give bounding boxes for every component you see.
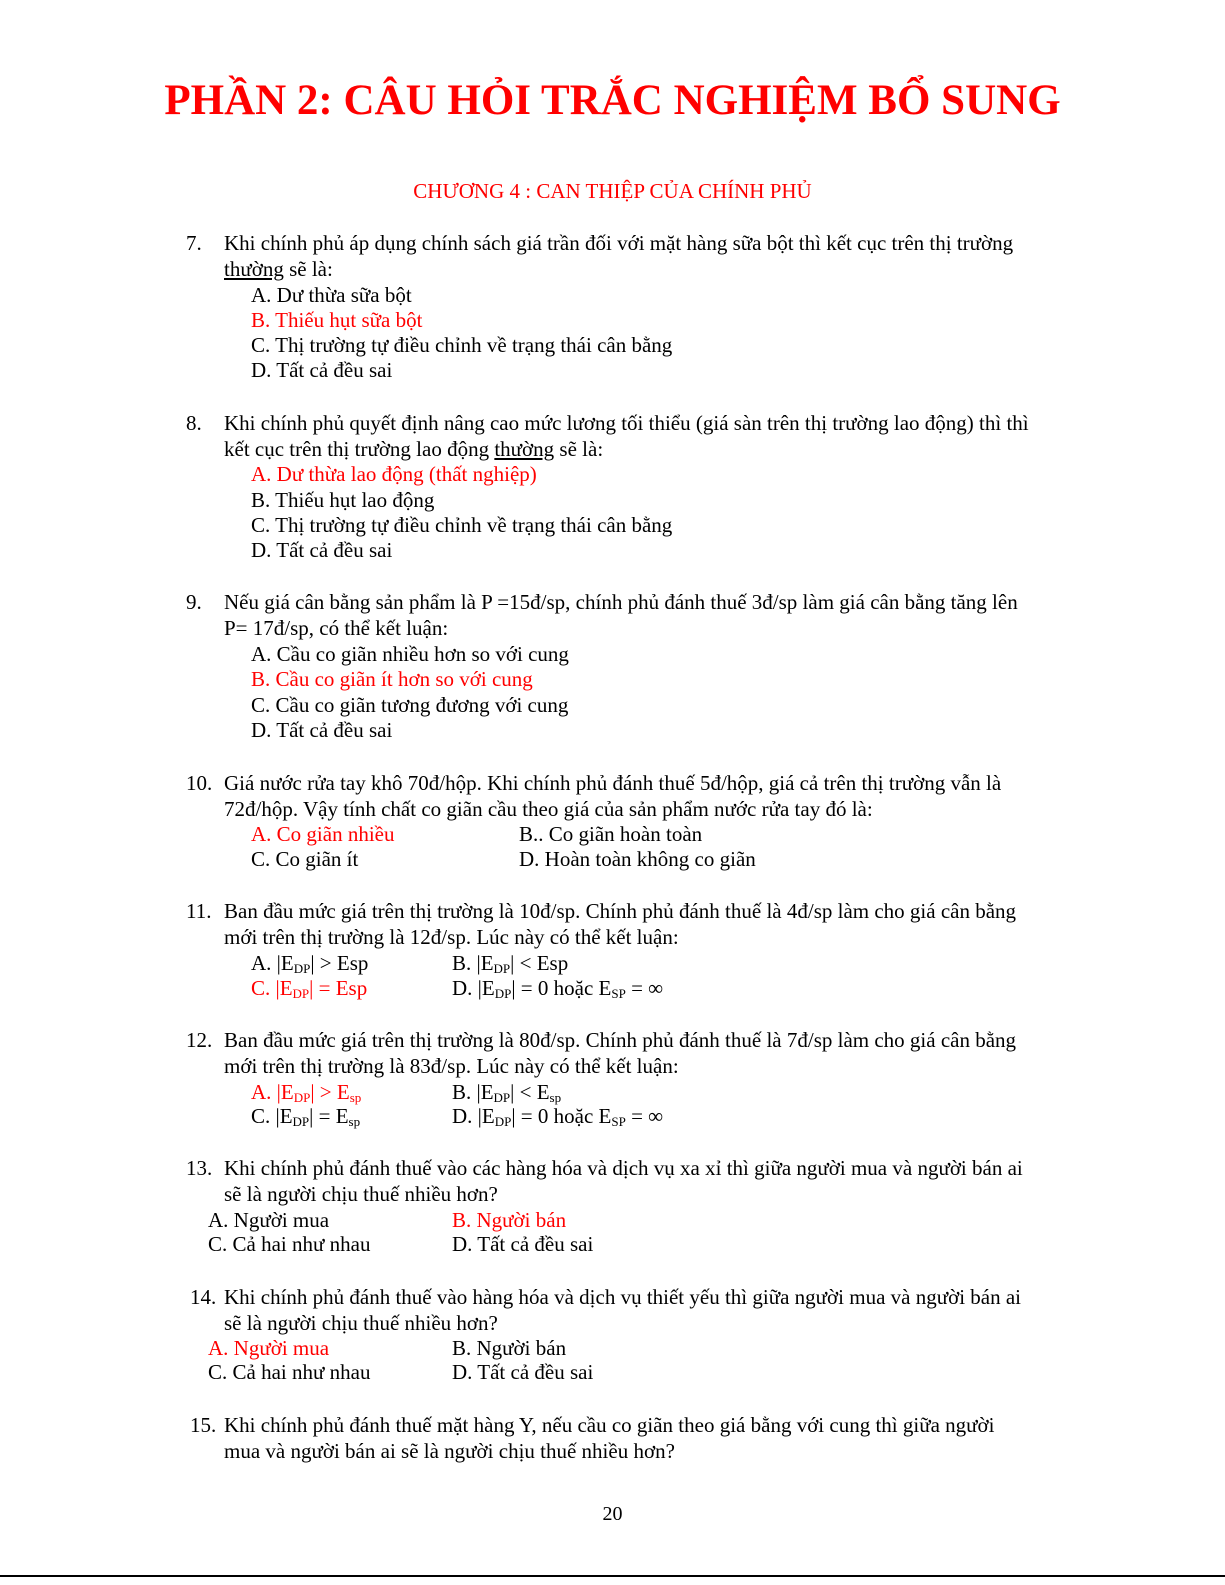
option-c: C. Cầu co giãn tương đương với cung — [251, 693, 569, 717]
question-text: P= 17đ/sp, có thể kết luận: — [224, 615, 449, 640]
question-number: 11. — [186, 899, 212, 923]
option-a: A. Cầu co giãn nhiều hơn so với cung — [251, 642, 569, 666]
subscript: DP — [293, 1090, 311, 1105]
question-number: 8. — [186, 411, 202, 435]
option-b: B. Người bán — [452, 1336, 567, 1360]
question-text: Ban đầu mức giá trên thị trường là 10đ/sp. Chính phủ đánh thuế là 4đ/sp làm cho giá cân bằng — [224, 899, 1017, 923]
subscript: DP — [293, 961, 311, 976]
option-d: D. Tất cả đều sai — [452, 1360, 594, 1384]
question-8 — [186, 411, 1086, 462]
option-text: | = E — [309, 1104, 349, 1128]
subscript: DP — [494, 1114, 512, 1129]
option-text: = ∞ — [625, 976, 664, 1000]
question-text: mới trên thị trường là 83đ/sp. Lúc này có thể kết luận: — [224, 1053, 679, 1078]
question-12 — [186, 1028, 1086, 1079]
option-text: | > Esp — [310, 951, 369, 975]
question-number: 12. — [186, 1028, 213, 1052]
option-text: D. |E — [452, 1104, 495, 1128]
option-b: B.. Co giãn hoàn toàn — [519, 822, 703, 846]
option-text: | = Esp — [309, 976, 368, 1000]
question-text: sẽ là: — [554, 436, 604, 461]
subscript: sp — [348, 1114, 361, 1129]
option-d: D. Tất cả đều sai — [251, 538, 393, 562]
question-number: 10. — [186, 771, 213, 795]
option-a-correct: A. Dư thừa lao động (thất nghiệp) — [251, 462, 537, 486]
option-a: A. Dư thừa sữa bột — [251, 283, 412, 307]
underlined-word: thường — [494, 436, 555, 461]
option-text: A. |E — [251, 1080, 294, 1104]
question-text: mua và người bán ai sẽ là người chịu thuế nhiều hơn? — [224, 1438, 675, 1463]
option-d: D. Hoàn toàn không co giãn — [519, 847, 756, 871]
question-text: 72đ/hộp. Vậy tính chất co giãn cầu theo giá của sản phẩm nước rửa tay đó là: — [224, 796, 873, 821]
question-text: Khi chính phủ đánh thuế vào các hàng hóa và dịch vụ xa xỉ thì giữa người mua và người bán ai — [224, 1156, 1023, 1180]
option-a: A. Người mua — [208, 1208, 330, 1232]
option-c: C. Thị trường tự điều chỉnh về trạng thái cân bằng — [251, 513, 673, 537]
question-text: mới trên thị trường là 12đ/sp. Lúc này có thể kết luận: — [224, 924, 679, 949]
option-b-correct: B. Thiếu hụt sữa bột — [251, 308, 423, 332]
question-text: Nếu giá cân bằng sản phẩm là P =15đ/sp, chính phủ đánh thuế 3đ/sp làm giá cân bằng tăng lên — [224, 590, 1018, 614]
option-b — [452, 1080, 561, 1106]
option-c: C. Co giãn ít — [251, 847, 359, 871]
option-d: D. Tất cả đều sai — [251, 718, 393, 742]
option-a-correct: A. Người mua — [208, 1336, 330, 1360]
option-text: D. |E — [452, 976, 495, 1000]
subscript: sp — [549, 1090, 562, 1105]
question-text: sẽ là: — [283, 256, 333, 281]
question-text: sẽ là người chịu thuế nhiều hơn? — [224, 1181, 498, 1206]
question-text: Giá nước rửa tay khô 70đ/hộp. Khi chính phủ đánh thuế 5đ/hộp, giá cả trên thị trường vẫn là — [224, 771, 1002, 795]
option-text: B. |E — [452, 951, 494, 975]
option-text: | = 0 hoặc E — [511, 976, 612, 1000]
option-text: | < E — [510, 1080, 550, 1104]
option-text: | = 0 hoặc E — [511, 1104, 612, 1128]
option-text: | < Esp — [510, 951, 569, 975]
question-text: Khi chính phủ quyết định nâng cao mức lương tối thiểu (giá sàn trên thị trường lao động) thì thì — [224, 411, 1029, 435]
subscript: DP — [292, 1114, 310, 1129]
question-9 — [186, 590, 1086, 641]
option-a-correct: A. Co giãn nhiều — [251, 822, 395, 846]
question-10 — [186, 771, 1086, 822]
option-c — [251, 1104, 360, 1130]
question-number: 9. — [186, 590, 202, 614]
option-c: C. Cả hai như nhau — [208, 1232, 371, 1256]
question-text: Khi chính phủ áp dụng chính sách giá trần đối với mặt hàng sữa bột thì kết cục trên thị trường — [224, 231, 1014, 255]
option-b-correct: B. Người bán — [452, 1208, 567, 1232]
option-b-correct: B. Cầu co giãn ít hơn so với cung — [251, 667, 533, 691]
subscript: sp — [349, 1090, 362, 1105]
chapter-heading: CHƯƠNG 4 : CAN THIỆP CỦA CHÍNH PHỦ — [413, 179, 812, 203]
option-text: A. |E — [251, 951, 294, 975]
option-a — [251, 951, 368, 977]
question-13 — [186, 1156, 1086, 1207]
question-number: 7. — [186, 231, 202, 255]
option-c: C. Thị trường tự điều chỉnh về trạng thái cân bằng — [251, 333, 673, 357]
question-number: 14. — [190, 1285, 217, 1309]
page-title: PHẦN 2: CÂU HỎI TRẮC NGHIỆM BỔ SUNG — [164, 77, 1061, 124]
question-11 — [186, 899, 1086, 950]
question-7 — [186, 231, 1086, 282]
option-d: D. Tất cả đều sai — [251, 358, 393, 382]
option-c-correct — [251, 976, 367, 1002]
question-text: Khi chính phủ đánh thuế mặt hàng Y, nếu cầu co giãn theo giá bằng với cung thì giữa người — [224, 1413, 995, 1437]
option-d: D. Tất cả đều sai — [452, 1232, 594, 1256]
subscript: SP — [611, 1114, 626, 1129]
question-15 — [190, 1413, 1090, 1464]
question-number: 13. — [186, 1156, 213, 1180]
option-b — [452, 951, 568, 977]
option-text: C. |E — [251, 1104, 293, 1128]
option-b: B. Thiếu hụt lao động — [251, 488, 435, 512]
question-number: 15. — [190, 1413, 217, 1437]
option-text: = ∞ — [625, 1104, 664, 1128]
subscript: DP — [494, 986, 512, 1001]
subscript: SP — [611, 986, 626, 1001]
question-text: kết cục trên thị trường lao động — [224, 436, 495, 461]
page-number: 20 — [602, 1503, 623, 1525]
question-text: Ban đầu mức giá trên thị trường là 80đ/sp. Chính phủ đánh thuế là 7đ/sp làm cho giá cân bằng — [224, 1028, 1017, 1052]
option-text: B. |E — [452, 1080, 494, 1104]
subscript: DP — [493, 1090, 511, 1105]
option-a-correct — [251, 1080, 361, 1106]
option-d — [452, 976, 663, 1002]
option-text: C. |E — [251, 976, 293, 1000]
option-c: C. Cả hai như nhau — [208, 1360, 371, 1384]
question-14 — [190, 1285, 1090, 1336]
question-text: sẽ là người chịu thuế nhiều hơn? — [224, 1310, 498, 1335]
question-text: Khi chính phủ đánh thuế vào hàng hóa và dịch vụ thiết yếu thì giữa người mua và người bán ai — [224, 1285, 1022, 1309]
subscript: DP — [292, 986, 310, 1001]
option-text: | > E — [310, 1080, 350, 1104]
subscript: DP — [493, 961, 511, 976]
option-d — [452, 1104, 663, 1130]
bottom-divider — [0, 1575, 1225, 1577]
underlined-word: thường — [224, 256, 284, 281]
